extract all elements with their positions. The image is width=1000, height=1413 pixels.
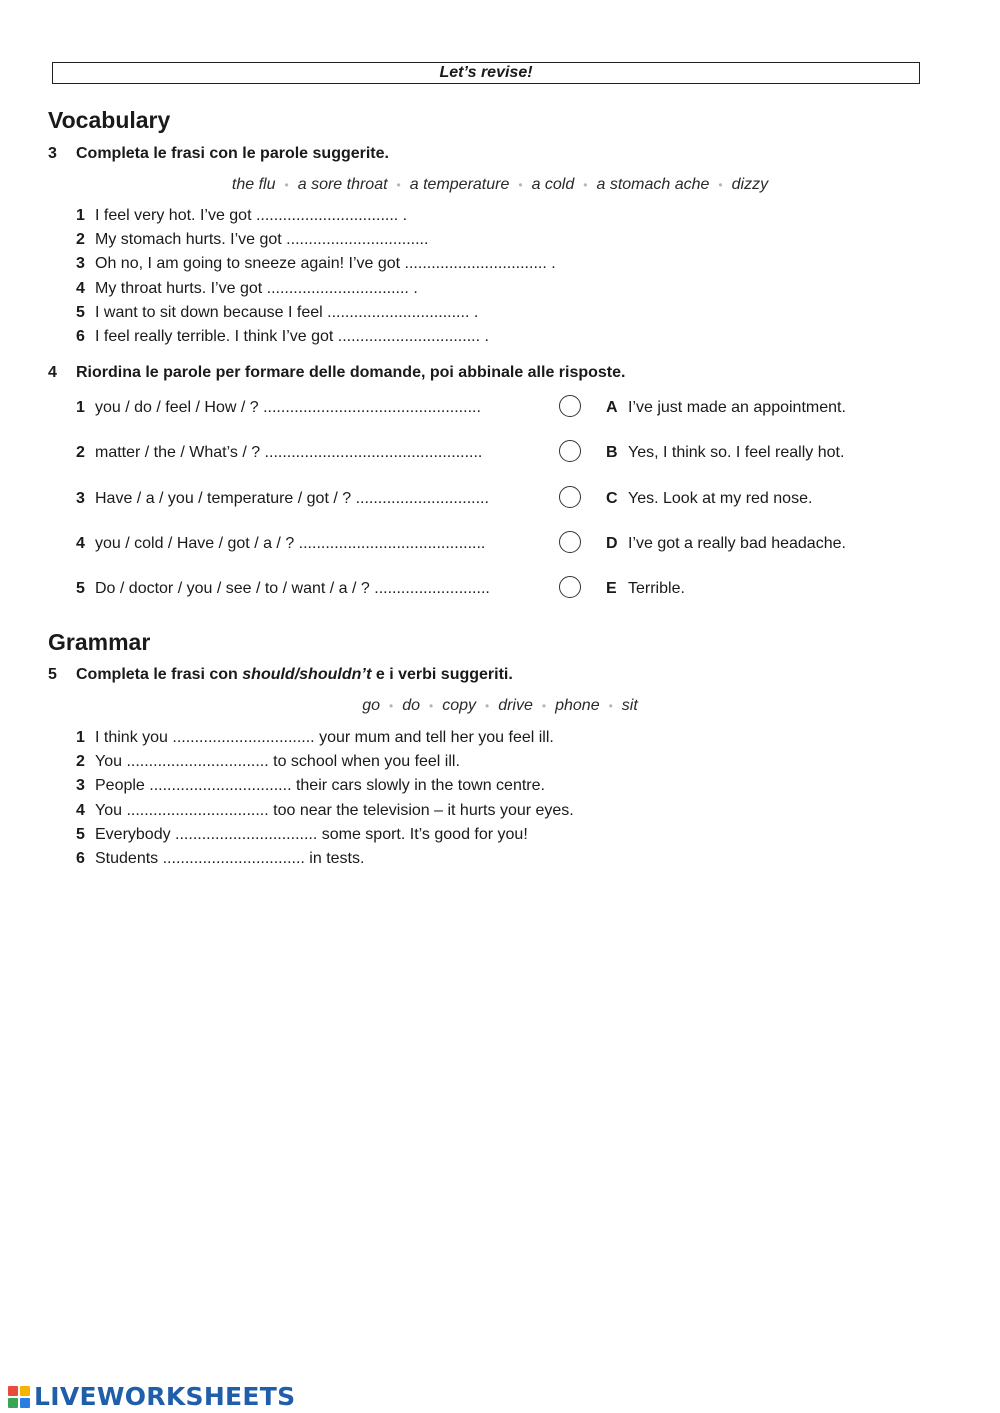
exercise-number: 3 (48, 145, 57, 162)
word-bank-item: a temperature (409, 176, 510, 193)
answer-letter: A (606, 399, 618, 416)
sentence-item (76, 847, 574, 871)
instruction-text: Completa le frasi con le parole suggerite. (76, 145, 389, 162)
sentence-item (76, 799, 574, 823)
item-number: 2 (76, 444, 85, 462)
logo-block (8, 1386, 18, 1396)
word-bank-item: sit (621, 697, 638, 714)
exercise-3-sentences (76, 204, 556, 349)
word-bank-separator: • (389, 699, 394, 713)
answer-letter: E (606, 580, 617, 598)
exercise-4-instruction (48, 364, 625, 382)
word-bank-item: the flu (231, 176, 276, 193)
word-bank-separator: • (541, 699, 547, 713)
item-number: 4 (76, 534, 85, 552)
exercise-3-instruction (48, 145, 389, 163)
question-text: matter / the / What’s / ? ................................................. (95, 444, 483, 462)
sentence-text: I want to sit down because I feel ................................ . (95, 303, 479, 321)
answer-text: Terrible. (628, 580, 685, 598)
grammar-heading: Grammar (48, 629, 151, 655)
answer-option (606, 444, 844, 462)
answer-letter-circle[interactable] (559, 531, 581, 553)
answer-letter: D (606, 534, 618, 552)
word-bank-item: dizzy (731, 176, 769, 193)
word-bank-item: a sore throat (297, 176, 388, 193)
question-text: you / do / feel / How / ? ................................................. (95, 399, 481, 416)
word-bank-separator: • (718, 178, 723, 192)
item-number: 5 (76, 303, 85, 321)
word-bank-separator: • (396, 178, 401, 192)
word-bank-item: a cold (531, 176, 575, 193)
word-bank-separator: • (583, 178, 588, 192)
sentence-text: Everybody ................................ some sport. It’s good for you! (95, 825, 528, 843)
sentence-item (76, 252, 556, 276)
answer-text: Yes. Look at my red nose. (628, 489, 813, 507)
word-bank-item: do (402, 697, 420, 714)
answer-option (606, 580, 685, 598)
instruction-text-end: e i verbi suggeriti. (371, 666, 513, 683)
answer-option (606, 399, 846, 417)
exercise-3-word-bank (0, 176, 1000, 194)
answer-option (606, 490, 812, 508)
sentence-item (76, 823, 574, 847)
item-number: 5 (76, 580, 85, 598)
word-bank-item: go (362, 697, 380, 714)
sentence-text: I feel really terrible. I think I’ve got ................................ . (95, 327, 489, 345)
sentence-text: You ................................ too near the television – it hurts your eyes. (95, 801, 574, 819)
item-number: 6 (76, 849, 85, 867)
sentence-item (76, 301, 556, 325)
exercise-5-sentences (76, 726, 574, 871)
answer-option (606, 535, 846, 553)
logo-block (8, 1398, 18, 1408)
answer-letter: C (606, 489, 618, 507)
word-bank-item: a stomach ache (596, 176, 710, 193)
word-bank-separator: • (518, 178, 523, 192)
answer-letter-circle[interactable] (559, 440, 581, 462)
word-bank-separator: • (429, 699, 434, 713)
word-bank-item: copy (442, 697, 476, 714)
question-text: Do / doctor / you / see / to / want / a / ? .......................... (95, 580, 490, 598)
word-bank-item: drive (498, 697, 533, 714)
item-number: 1 (76, 207, 85, 224)
exercise-5-instruction (48, 666, 513, 684)
answer-text: Yes, I think so. I feel really hot. (628, 444, 845, 462)
sentence-item (76, 726, 574, 750)
answer-text: I’ve just made an appointment. (628, 399, 846, 416)
instruction-emphasis: should/shouldn’t (242, 666, 372, 683)
word-bank-separator: • (284, 178, 289, 192)
sentence-item (76, 325, 556, 349)
sentence-text: I feel very hot. I’ve got ................................ . (95, 207, 408, 224)
question-prompt (76, 535, 485, 553)
logo-text: LIVEWORKSHEETS (34, 1382, 296, 1411)
sentence-text: I think you ................................ your mum and tell her you feel ill. (95, 729, 554, 746)
sentence-item (76, 204, 556, 228)
item-number: 6 (76, 327, 85, 345)
sentence-item (76, 228, 556, 252)
question-prompt (76, 580, 490, 598)
item-number: 3 (76, 489, 85, 507)
exercise-number: 4 (48, 364, 57, 381)
lets-revise-banner: Let’s revise! (52, 62, 920, 84)
sentence-item (76, 277, 556, 301)
word-bank-item: phone (555, 697, 600, 714)
item-number: 4 (76, 801, 85, 819)
answer-text: I’ve got a really bad headache. (628, 534, 846, 552)
answer-letter-circle[interactable] (559, 395, 581, 417)
question-prompt (76, 399, 481, 417)
sentence-text: Students ................................ in tests. (95, 849, 365, 867)
liveworksheets-blocks-icon (8, 1386, 30, 1408)
sentence-text: People ................................ their cars slowly in the town centre. (95, 777, 545, 795)
item-number: 1 (76, 729, 85, 746)
logo-block (20, 1386, 30, 1396)
item-number: 4 (76, 279, 85, 297)
match-row (76, 486, 936, 516)
item-number: 3 (76, 777, 85, 795)
exercise-number: 5 (48, 666, 57, 683)
word-bank-separator: • (608, 699, 613, 713)
item-number: 2 (76, 231, 85, 249)
liveworksheets-logo[interactable] (8, 1382, 295, 1411)
item-number: 5 (76, 825, 85, 843)
sentence-item (76, 774, 574, 798)
sentence-text: You ................................ to school when you feel ill. (95, 753, 460, 771)
item-number: 1 (76, 399, 85, 416)
logo-block (20, 1398, 30, 1408)
question-prompt (76, 490, 489, 508)
sentence-item (76, 750, 574, 774)
instruction-text: Riordina le parole per formare delle domande, poi abbinale alle risposte. (76, 364, 626, 381)
match-row (76, 576, 936, 606)
instruction-text: Completa le frasi con (76, 666, 243, 683)
question-prompt (76, 444, 482, 462)
answer-letter-circle[interactable] (559, 576, 581, 598)
question-text: you / cold / Have / got / a / ? .......................................... (95, 534, 486, 552)
match-row (76, 395, 936, 425)
exercise-5-word-bank (0, 697, 1000, 715)
answer-letter-circle[interactable] (559, 486, 581, 508)
sentence-text: My throat hurts. I’ve got ................................ . (95, 279, 418, 297)
vocabulary-heading: Vocabulary (48, 107, 171, 133)
answer-letter: B (606, 444, 618, 462)
item-number: 2 (76, 753, 85, 771)
sentence-text: My stomach hurts. I’ve got ................................ (95, 231, 429, 249)
sentence-text: Oh no, I am going to sneeze again! I’ve got ................................ . (95, 255, 556, 273)
match-row (76, 531, 936, 561)
item-number: 3 (76, 255, 85, 273)
question-text: Have / a / you / temperature / got / ? .............................. (95, 489, 489, 507)
word-bank-separator: • (485, 699, 490, 713)
match-row (76, 440, 936, 470)
